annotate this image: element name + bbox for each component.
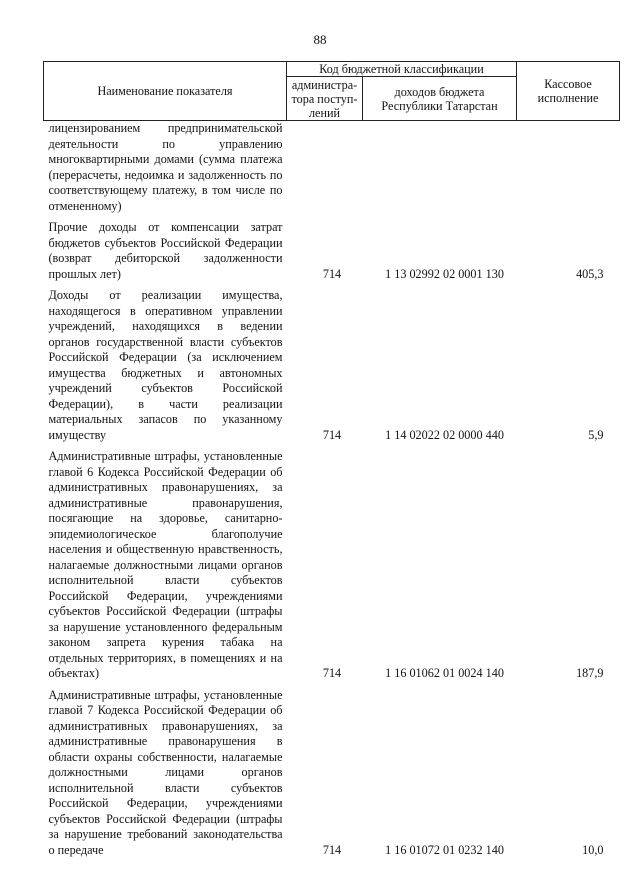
budget-table xyxy=(43,61,620,858)
row-admin-code: 714 xyxy=(322,266,342,281)
row-indicator-name: Административные штрафы, установленные главой 6 Кодекса Российской Федерации об административных правонарушениях, за административные правонарушения, посягающие на здоровье, санитарно-эпидемиологическое благополучие населения и общественную нравственность, налагаемые должностными лицами органов исполнительной власти субъектов Российской Федерации, учреждениями субъектов Российской Федерации (штрафы за нарушение установленного федеральным законом запрета курения табака на отдельных территориях, в помещениях и на объектах) xyxy=(48,449,283,680)
header-classification-code: Код бюджетной классификации xyxy=(287,62,517,77)
table-row xyxy=(44,121,620,215)
row-admin-code: 714 xyxy=(322,666,342,680)
row-admin-code: 714 xyxy=(322,427,342,442)
row-amount xyxy=(517,121,620,215)
table-row xyxy=(44,682,620,859)
row-revenue-code: 1 16 01072 01 0232 140 xyxy=(385,842,504,857)
row-indicator-name: лицензированием предпринимательской деятельности по управлению многоквартирными домами (сумма платежа (перерасчеты, недоимка и задолженность по соответствующему платежу, в том числе по отмененному) xyxy=(48,121,283,213)
row-amount: 10,0 xyxy=(582,842,604,857)
header-revenue-code xyxy=(363,77,517,121)
header-revenue-code-text: доходов бюджета Республики Татарстан xyxy=(381,84,498,113)
row-amount: 5,9 xyxy=(588,427,604,442)
row-indicator-name: Прочие доходы от компенсации затрат бюджетов субъектов Российской Федерации (возврат дебиторской задолженности прошлых лет) xyxy=(48,220,283,281)
table-row xyxy=(44,443,620,682)
header-admin-code xyxy=(287,77,363,121)
row-amount: 405,3 xyxy=(576,266,604,281)
row-revenue-code xyxy=(363,121,517,215)
table-header xyxy=(44,62,620,121)
table-row xyxy=(44,282,620,443)
row-indicator-name: Доходы от реализации имущества, находящегося в оперативном управлении учреждений, находящихся в ведении органов государственной власти субъектов Российской Федерации (за исключением имущества бюджетных и автономных учреждений субъектов Российской Федерации), в части реализации материальных запасов по указанному имуществу xyxy=(48,288,283,442)
header-indicator-name: Наименование показателя xyxy=(44,62,287,121)
row-admin-code xyxy=(287,121,363,215)
row-revenue-code: 1 13 02992 02 0001 130 xyxy=(385,266,504,281)
row-admin-code: 714 xyxy=(322,842,342,857)
row-revenue-code: 1 16 01062 01 0024 140 xyxy=(385,666,504,680)
page-number: 88 xyxy=(313,32,327,47)
header-cash-execution xyxy=(517,62,620,121)
row-amount: 187,9 xyxy=(576,666,604,680)
header-admin-code-text: администра- тора поступ- лений xyxy=(291,77,358,120)
table-row xyxy=(44,214,620,282)
header-cash-execution-text: Кассовое исполнение xyxy=(537,77,599,105)
row-revenue-code: 1 14 02022 02 0000 440 xyxy=(385,427,504,442)
row-indicator-name: Административные штрафы, установленные главой 7 Кодекса Российской Федерации об административных правонарушениях, за административные правонарушения в области охраны собственности, налагаемые должностными лицами органов исполнительной власти субъектов Российской Федерации, учреждениями субъектов Российской Федерации (штрафы за нарушение требований законодательства о передаче xyxy=(48,687,283,857)
